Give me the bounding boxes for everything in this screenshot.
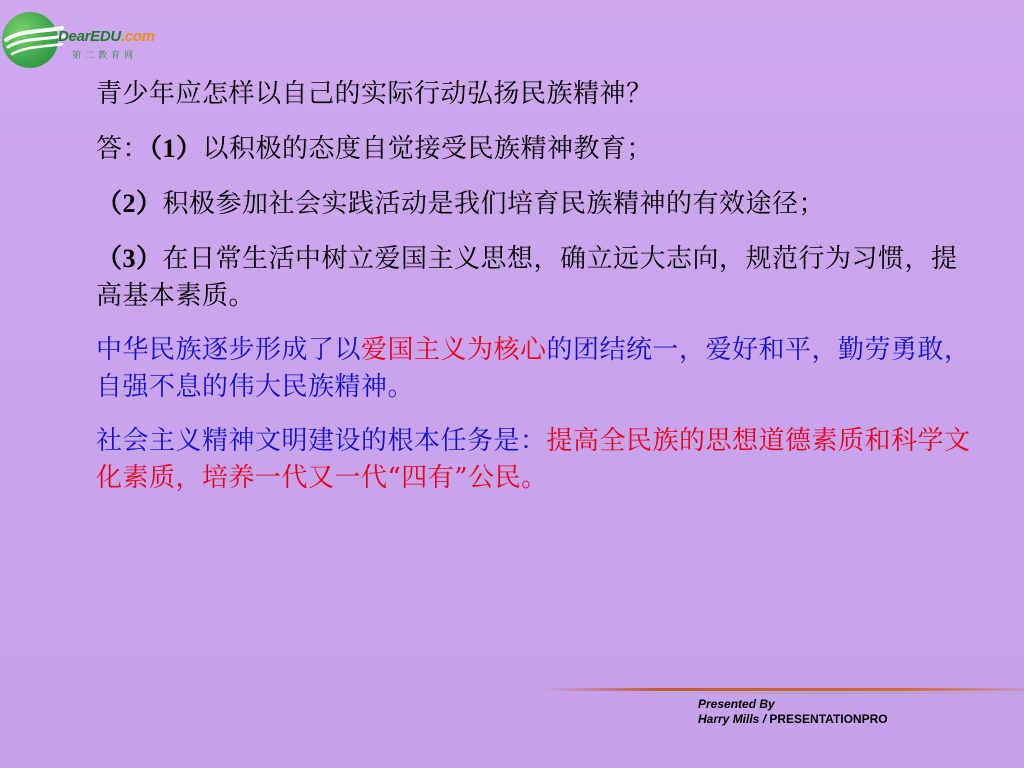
answer-item-1: 答：（1）以积极的态度自觉接受民族精神教育； — [96, 134, 654, 164]
presenter-name: Harry Mills / — [698, 712, 770, 726]
spirit-highlight: 爱国主义为核心 — [361, 335, 547, 365]
footer-divider-shadow — [600, 692, 1024, 694]
logo-subtitle: 第二教育网 — [72, 51, 138, 61]
presenter-company: PRESENTATIONPRO — [769, 712, 888, 726]
footer-divider — [540, 688, 1024, 691]
slide-content — [96, 76, 976, 514]
task-highlight: 提高全民族的思想道德素质和科学文化素质，培养一代又一代“四有”公民。 — [96, 426, 971, 493]
answer-item-2: （2）积极参加社会实践活动是我们培育民族精神的有效途径； — [96, 189, 826, 219]
answer-item-3: （3）在日常生活中树立爱国主义思想，确立远大志向，规范行为习惯，提高基本素质。 — [96, 244, 958, 311]
question-text: 青少年应怎样以自己的实际行动弘扬民族精神？ — [96, 79, 653, 109]
logo-brand-text: DearEDU.com — [58, 28, 155, 45]
presented-by-label: Presented By — [698, 697, 775, 711]
national-spirit-paragraph: 中华民族逐步形成了以爱国主义为核心的团结统一，爱好和平，勤劳勇敢，自强不息的伟大民族精神。 — [96, 335, 971, 402]
fundamental-task-paragraph: 社会主义精神文明建设的根本任务是：提高全民族的思想道德素质和科学文化素质，培养一代又一代“四有”公民。 — [96, 426, 971, 493]
presenter-credit — [698, 697, 888, 727]
logo — [0, 10, 180, 70]
